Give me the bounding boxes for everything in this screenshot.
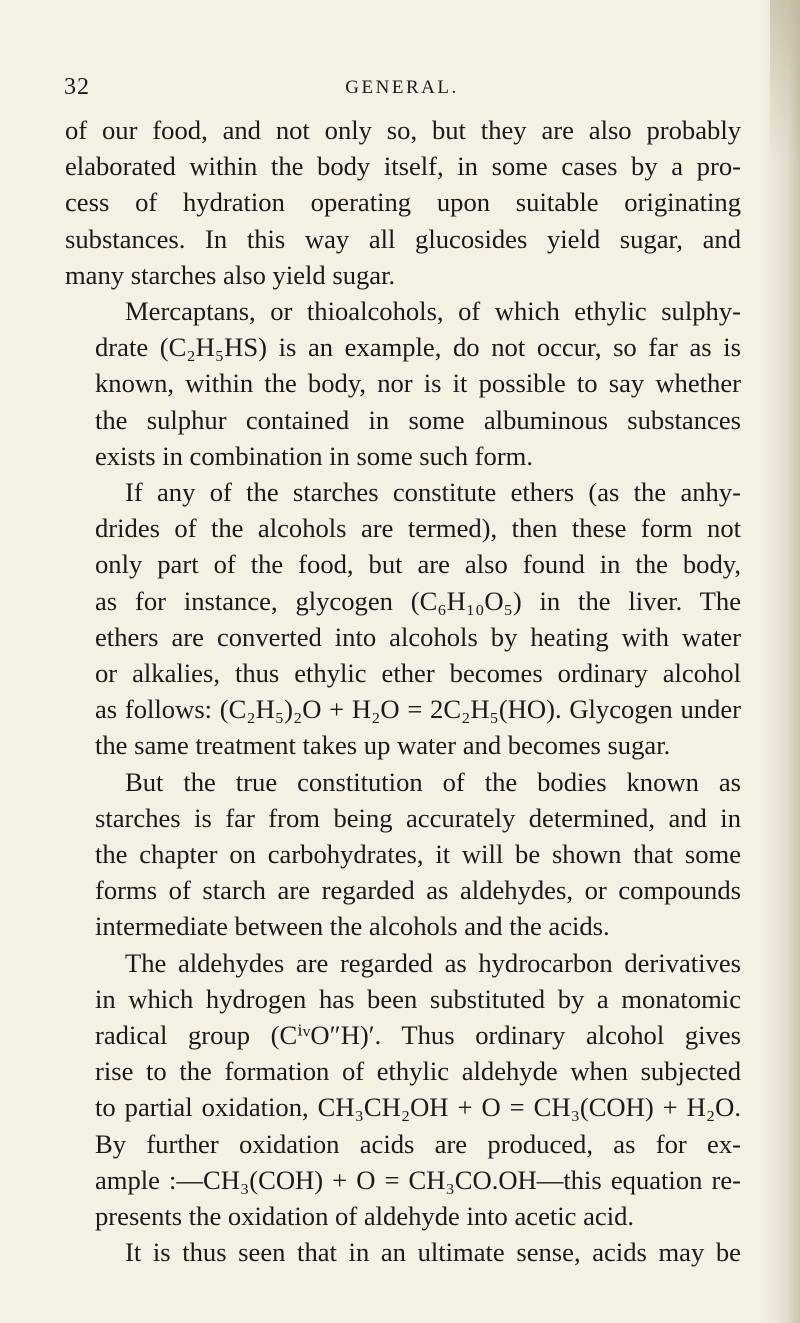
- text-line: cess of hydration operating upon suitable originating: [65, 187, 741, 218]
- text-line: the chapter on carbohydrates, it will be shown that some: [95, 839, 741, 870]
- text-line: rise to the formation of ethylic aldehyde when subjected: [95, 1056, 741, 1087]
- text-line: elaborated within the body itself, in some cases by a pro-: [65, 151, 741, 182]
- text-line: in which hydrogen has been substituted by a monatomic: [95, 983, 741, 1014]
- text-line: forms of starch are regarded as aldehydes, or compounds: [95, 875, 741, 906]
- paragraph: [65, 293, 741, 474]
- text-line: to partial oxidation, CH₃CH₂OH + O = CH₃(COH) + H₂O.: [95, 1092, 741, 1123]
- page-corner-shadow: [770, 0, 800, 160]
- text-line: But the true constitution of the bodies known as: [125, 766, 741, 797]
- text-line: of our food, and not only so, but they are also probably: [65, 115, 741, 145]
- text-line: ample :—CH₃(COH) + O = CH₃CO.OH—this equation re-: [95, 1164, 741, 1195]
- text-line: drides of the alcohols are termed), then these form not: [95, 513, 741, 544]
- text-line: the sulphur contained in some albuminous substances: [95, 404, 741, 435]
- text-line: If any of the starches constitute ethers (as the anhy-: [125, 477, 741, 508]
- text-line: presents the oxidation of aldehyde into acetic acid.: [95, 1201, 635, 1232]
- text-line: known, within the body, nor is it possible to say whether: [95, 368, 741, 399]
- running-head: GENERAL.: [345, 77, 459, 98]
- text-line: many starches also yield sugar.: [65, 259, 396, 290]
- text-line: Mercaptans, or thioalcohols, of which ethylic sulphy-: [125, 296, 741, 327]
- text-line: only part of the food, but are also found in the body,: [95, 549, 741, 580]
- text-line: intermediate between the alcohols and the acids.: [95, 911, 610, 942]
- text-line: as follows: (C₂H₅)₂O + H₂O = 2C₂H₅(HO). Glycogen under: [95, 694, 741, 725]
- text-line: the same treatment takes up water and becomes sugar.: [95, 730, 671, 761]
- text-line: substances. In this way all glucosides yield sugar, and: [65, 223, 741, 254]
- text-line: It is thus seen that in an ultimate sense, acids may be: [125, 1237, 741, 1268]
- paragraph: [65, 945, 741, 1235]
- paragraph: [65, 112, 741, 293]
- page-edge-shadow: [760, 0, 800, 1323]
- text-line: By further oxidation acids are produced, as for ex-: [95, 1128, 741, 1159]
- text-line: radical group (CⁱᵛO″H)′. Thus ordinary alcohol gives: [95, 1020, 741, 1051]
- text-line: ethers are converted into alcohols by heating with water: [95, 621, 741, 652]
- text-line: starches is far from being accurately determined, and in: [95, 802, 741, 833]
- paragraph: [65, 764, 741, 945]
- text-line: exists in combination in some such form.: [95, 440, 534, 471]
- text-line: drate (C₂H₅HS) is an example, do not occur, so far as is: [95, 332, 741, 363]
- text-line: as for instance, glycogen (C₆H₁₀O₅) in the liver. The: [95, 585, 741, 616]
- text-line: The aldehydes are regarded as hydrocarbon derivatives: [125, 947, 741, 978]
- text-line: or alkalies, thus ethylic ether becomes ordinary alcohol: [95, 658, 741, 689]
- page-number: 32: [64, 74, 90, 100]
- body-text: [65, 112, 741, 1271]
- paragraph: [65, 1234, 741, 1270]
- page-header: [64, 74, 740, 114]
- paragraph: [65, 474, 741, 764]
